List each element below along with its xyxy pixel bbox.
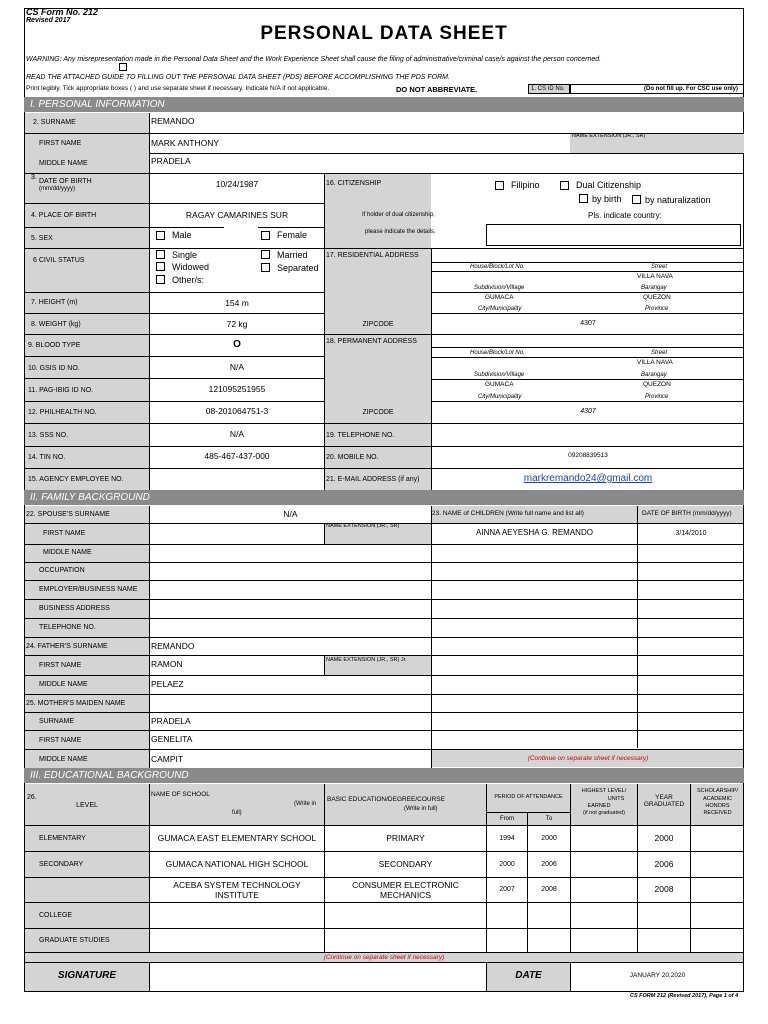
height-label: 7. HEIGHT (m) [31, 299, 78, 306]
first-name-label: FIRST NAME [39, 140, 82, 147]
perm-province-value[interactable]: QUEZON [643, 381, 671, 388]
education-level-secondary: SECONDARY [39, 861, 84, 868]
family-continue-note: (Continue on separate sheet if necessary) [527, 755, 649, 762]
mother-surname-value[interactable]: PRADELA [151, 716, 191, 726]
print-legibly-text: Print legibly. Tick appropriate boxes ( ) and use separate sheet if necessary. Indicate N/A if not applicable. [26, 85, 330, 92]
perm-city-value[interactable]: GUMACA [485, 381, 514, 388]
dual-citizenship-note-2: please indicate the details. [365, 229, 436, 235]
education-degree-header-2: (Write in full) [404, 806, 438, 812]
education-level-college: COLLEGE [39, 912, 73, 919]
warning-text: WARNING: Any misrepresentation made in the Personal Data Sheet and the Work Experience Sheet shall cause the filing of administrative/criminal case/s against the person concerned. [26, 56, 602, 63]
children-dob-label: DATE OF BIRTH (mm/dd/yyyy) [642, 510, 732, 517]
label-column-address [324, 174, 431, 490]
gsis-value[interactable]: N/A [229, 362, 245, 372]
tin-label: 14. TIN NO. [28, 454, 66, 461]
page-title: PERSONAL DATA SHEET [260, 23, 508, 44]
cs-id-label: 1. CS ID No. [531, 86, 565, 92]
child-name-value[interactable]: AINNA AEYESHA G. REMANDO [476, 528, 593, 537]
date-label: DATE [515, 970, 542, 981]
education-level-elementary: ELEMENTARY [39, 835, 86, 842]
civil-single-checkbox[interactable] [156, 250, 165, 259]
dual-by-naturalization-checkbox[interactable] [632, 195, 641, 204]
education-number: 26. [27, 794, 37, 801]
pob-value[interactable]: RAGAY CAMARINES SUR [185, 210, 289, 220]
mother-first-name-label: FIRST NAME [39, 737, 82, 744]
citizenship-label: 16. CITIZENSHIP [326, 180, 382, 187]
vocational-to-value[interactable]: 2008 [541, 886, 557, 893]
secondary-year-value[interactable]: 2006 [654, 859, 674, 869]
dob-label: DATE OF BIRTH [39, 178, 92, 185]
education-level-header: LEVEL [76, 802, 98, 809]
philhealth-label: 12. PHILHEALTH NO. [28, 409, 97, 416]
elementary-to-value[interactable]: 2000 [541, 835, 557, 842]
civil-widowed-checkbox[interactable] [156, 262, 165, 271]
spouse-surname-label: 22. SPOUSE'S SURNAME [26, 511, 110, 518]
employer-label: EMPLOYER/BUSINESS NAME [39, 586, 138, 593]
perm-street-label: Street [651, 350, 668, 356]
father-middle-name-value[interactable]: PELAEZ [151, 679, 184, 689]
sex-label: 5. SEX [31, 235, 53, 242]
mother-surname-label: SURNAME [39, 718, 75, 725]
mobile-value[interactable]: 09208839513 [568, 452, 608, 459]
honors-header-4: RECEIVED [703, 810, 732, 816]
education-degree-header: BASIC EDUCATION/DEGREE/COURSE [327, 796, 445, 803]
blood-type-value[interactable]: O [233, 339, 241, 350]
gsis-label: 10. GSIS ID NO. [28, 365, 80, 372]
dual-citizenship-note-1: If holder of dual citizenship, [362, 212, 435, 218]
date-value[interactable]: JANUARY 20,2020 [629, 972, 686, 979]
res-house-label: House/Block/Lot No. [470, 264, 525, 270]
secondary-from-value[interactable]: 2000 [499, 861, 515, 868]
education-school-header: NAME OF SCHOOL [151, 791, 210, 798]
period-from-header: From [500, 816, 514, 822]
first-name-value[interactable]: MARK ANTHONY [151, 138, 220, 148]
father-surname-label: 24. FATHER'S SURNAME [26, 643, 108, 650]
section-educational-background: III. EDUCATIONAL BACKGROUND [24, 768, 744, 783]
perm-zipcode-label: ZIPCODE [362, 409, 394, 416]
blood-type-label: 9. BLOOD TYPE [28, 342, 81, 349]
name-extension-label: NAME EXTENSION (JR., SR) [572, 133, 646, 139]
revised-label: Revised 2017 [26, 17, 71, 24]
surname-label: 2. SURNAME [33, 119, 76, 126]
residential-address-label: 17. RESIDENTIAL ADDRESS [326, 252, 419, 259]
height-value[interactable]: 154 m [225, 298, 249, 308]
children-name-label: 23. NAME of CHILDREN (Write full name and list all) [432, 510, 584, 517]
highest-level-header-1: HIGHEST LEVEL/ [581, 788, 627, 794]
sex-female-checkbox[interactable] [261, 231, 270, 240]
pagibig-label: 11. PAG-IBIG ID NO. [28, 387, 94, 394]
father-surname-value[interactable]: REMANDO [151, 641, 195, 651]
dual-by-birth-checkbox[interactable] [579, 194, 588, 203]
civil-separated-label: Separated [277, 263, 319, 273]
secondary-to-value[interactable]: 2006 [541, 861, 557, 868]
spouse-telephone-label: TELEPHONE NO. [39, 624, 96, 631]
civil-status-label: 6 CIVIL STATUS [33, 257, 85, 264]
civil-widowed-label: Widowed [172, 262, 210, 272]
spouse-surname-value[interactable]: N/A [283, 509, 298, 519]
label-column-personal [25, 174, 149, 490]
mother-maiden-name-label: 25. MOTHER'S MAIDEN NAME [26, 700, 126, 707]
father-first-name-value[interactable]: RAMON [151, 659, 183, 669]
civil-others-checkbox[interactable] [156, 275, 165, 284]
res-city-value[interactable]: GUMACA [485, 294, 514, 301]
honors-header-1: SCHOLARSHIP/ [697, 788, 738, 794]
highest-level-header-4: (if not graduated) [583, 810, 625, 816]
elementary-year-value[interactable]: 2000 [654, 833, 674, 843]
elementary-from-value[interactable]: 1994 [499, 835, 515, 842]
civil-single-label: Single [172, 250, 198, 260]
civil-married-label: Married [277, 250, 308, 260]
education-level-column [25, 826, 149, 952]
father-name-ext-label: NAME EXTENSION (JR., SR) Jr. [326, 657, 407, 663]
citizenship-dual-label: Dual Citizenship [576, 180, 642, 190]
weight-label: 8. WEIGHT (kg) [31, 321, 81, 328]
res-zipcode-label: ZIPCODE [362, 321, 394, 328]
dual-by-birth-label: by birth [592, 194, 622, 204]
vocational-degree-value[interactable]: CONSUMER ELECTRONIC [352, 880, 459, 890]
dual-by-naturalization-label: by naturalization [645, 195, 711, 205]
country-field[interactable] [486, 224, 741, 246]
sex-female-label: Female [277, 230, 308, 240]
perm-province-label: Province [645, 394, 669, 400]
elementary-school-value[interactable]: GUMACA EAST ELEMENTARY SCHOOL [157, 833, 317, 843]
period-attendance-header: PERIOD OF ATTENDANCE [494, 794, 563, 800]
perm-house-label: House/Block/Lot No. [470, 350, 525, 356]
civil-separated-checkbox[interactable] [261, 263, 270, 272]
year-graduated-header-1: YEAR [655, 794, 673, 801]
civil-others-label: Other/s: [172, 275, 205, 285]
res-street-label: Street [651, 264, 668, 270]
vocational-school-value[interactable]: ACEBA SYSTEM TECHNOLOGY [173, 880, 301, 890]
dob-value[interactable]: 10/24/1987 [215, 179, 259, 189]
mobile-label: 20. MOBILE NO. [326, 454, 379, 461]
vocational-from-value[interactable]: 2007 [499, 886, 515, 893]
tick-box-sample [119, 63, 127, 71]
pagibig-value[interactable]: 121095251955 [208, 384, 266, 394]
email-value[interactable]: markremando24@gmail.com [523, 473, 653, 484]
citizenship-filipino-label: Filipino [511, 180, 540, 190]
signature-field[interactable] [150, 963, 486, 991]
res-zipcode-value[interactable]: 4307 [580, 320, 596, 327]
telephone-label: 19. TELEPHONE NO. [326, 432, 395, 439]
perm-barangay-value[interactable]: VILLA NAVA [637, 359, 673, 366]
year-graduated-header-2: GRADUATED [643, 801, 685, 808]
res-barangay-value[interactable]: VILLA NAVA [637, 273, 673, 280]
read-guide-text: READ THE ATTACHED GUIDE TO FILLING OUT THE PERSONAL DATA SHEET (PDS) BEFORE ACCOMPLISHING THE PDS FORM. [26, 74, 450, 81]
highest-level-header-2: UNITS [607, 796, 625, 802]
surname-value[interactable]: REMANDO [151, 116, 195, 126]
spouse-first-name-label: FIRST NAME [43, 530, 86, 537]
indicate-country-label: Pls. indicate country: [588, 211, 662, 220]
civil-married-checkbox[interactable] [261, 250, 270, 259]
education-continue-note: (Continue on separate sheet if necessary) [323, 954, 445, 961]
education-school-header-2: (Write in [294, 801, 317, 807]
section-family-background: II. FAMILY BACKGROUND [24, 490, 744, 505]
permanent-address-label: 18. PERMANENT ADDRESS [326, 338, 417, 345]
agency-employee-label: 15. AGENCY EMPLOYEE NO. [28, 476, 124, 483]
mother-first-name-value[interactable]: GENELITA [151, 734, 193, 744]
mother-middle-name-value[interactable]: CAMPIT [151, 754, 184, 764]
sss-label: 13. SSS NO. [28, 432, 69, 439]
middle-name-value[interactable]: PRADELA [151, 156, 191, 166]
child-dob-value[interactable]: 3/14/2010 [675, 530, 707, 537]
page-footer-note: CS FORM 212 (Revised 2017), Page 1 of 4 [630, 993, 739, 999]
res-barangay-label: Barangay [641, 285, 667, 291]
perm-subdivision-label: Subdivision/Village [474, 372, 525, 378]
elementary-degree-value[interactable]: PRIMARY [386, 833, 425, 843]
no-abbreviate-text: DO NOT ABBREVIATE. [396, 85, 478, 94]
res-province-label: Province [645, 306, 669, 312]
email-label: 21. E-MAIL ADDRESS (if any) [326, 476, 420, 483]
res-province-value[interactable]: QUEZON [643, 294, 671, 301]
dob-format: (mm/dd/yyyy) [39, 186, 75, 192]
weight-value[interactable]: 72 kg [226, 319, 248, 329]
res-city-label: City/Municipality [478, 306, 522, 312]
period-to-header: To [545, 816, 553, 822]
spouse-name-ext-label: NAME EXTENSION (JR., SR) [326, 523, 400, 529]
vocational-year-value[interactable]: 2008 [654, 884, 674, 894]
form-number: CS Form No. 212 [26, 7, 99, 17]
perm-barangay-label: Barangay [641, 372, 667, 378]
section-personal-information: I. PERSONAL INFORMATION [24, 97, 744, 112]
middle-name-label: MIDDLE NAME [39, 160, 88, 167]
education-level-graduate: GRADUATE STUDIES [39, 937, 110, 944]
highest-level-header-3: EARNED [587, 803, 611, 809]
occupation-label: OCCUPATION [39, 567, 85, 574]
csc-use-note: (Do not fill up. For CSC use only) [644, 86, 738, 92]
spouse-middle-name-label: MIDDLE NAME [43, 549, 92, 556]
res-subdivision-label: Subdivision/Village [474, 285, 525, 291]
citizenship-filipino-checkbox[interactable] [495, 181, 504, 190]
pob-label: 4. PLACE OF BIRTH [31, 212, 97, 219]
sex-male-label: Male [172, 230, 192, 240]
father-first-name-label: FIRST NAME [39, 662, 82, 669]
sss-value[interactable]: N/A [229, 429, 245, 439]
business-address-label: BUSINESS ADDRESS [39, 605, 110, 612]
philhealth-value[interactable]: 08-201064751-3 [205, 406, 269, 416]
father-middle-name-label: MIDDLE NAME [39, 681, 88, 688]
mother-middle-name-label: MIDDLE NAME [39, 756, 88, 763]
signature-label: SIGNATURE [57, 970, 117, 981]
secondary-school-value[interactable]: GUMACA NATIONAL HIGH SCHOOL [165, 859, 309, 869]
perm-city-label: City/Municipality [478, 394, 522, 400]
tin-value[interactable]: 485-467-437-000 [204, 451, 270, 461]
secondary-degree-value[interactable]: SECONDARY [378, 859, 433, 869]
perm-zipcode-value[interactable]: 4307 [580, 408, 596, 415]
honors-header-2: ACADEMIC [702, 796, 733, 802]
education-school-header-3: full) [232, 810, 242, 816]
dob-label-number: 3. [31, 174, 37, 181]
sex-male-checkbox[interactable] [156, 231, 165, 240]
honors-header-3: HONORS [705, 803, 730, 809]
vocational-school-value-2[interactable]: INSTITUTE [215, 890, 259, 900]
citizenship-dual-checkbox[interactable] [560, 181, 569, 190]
vocational-degree-value-2[interactable]: MECHANICS [379, 890, 431, 900]
